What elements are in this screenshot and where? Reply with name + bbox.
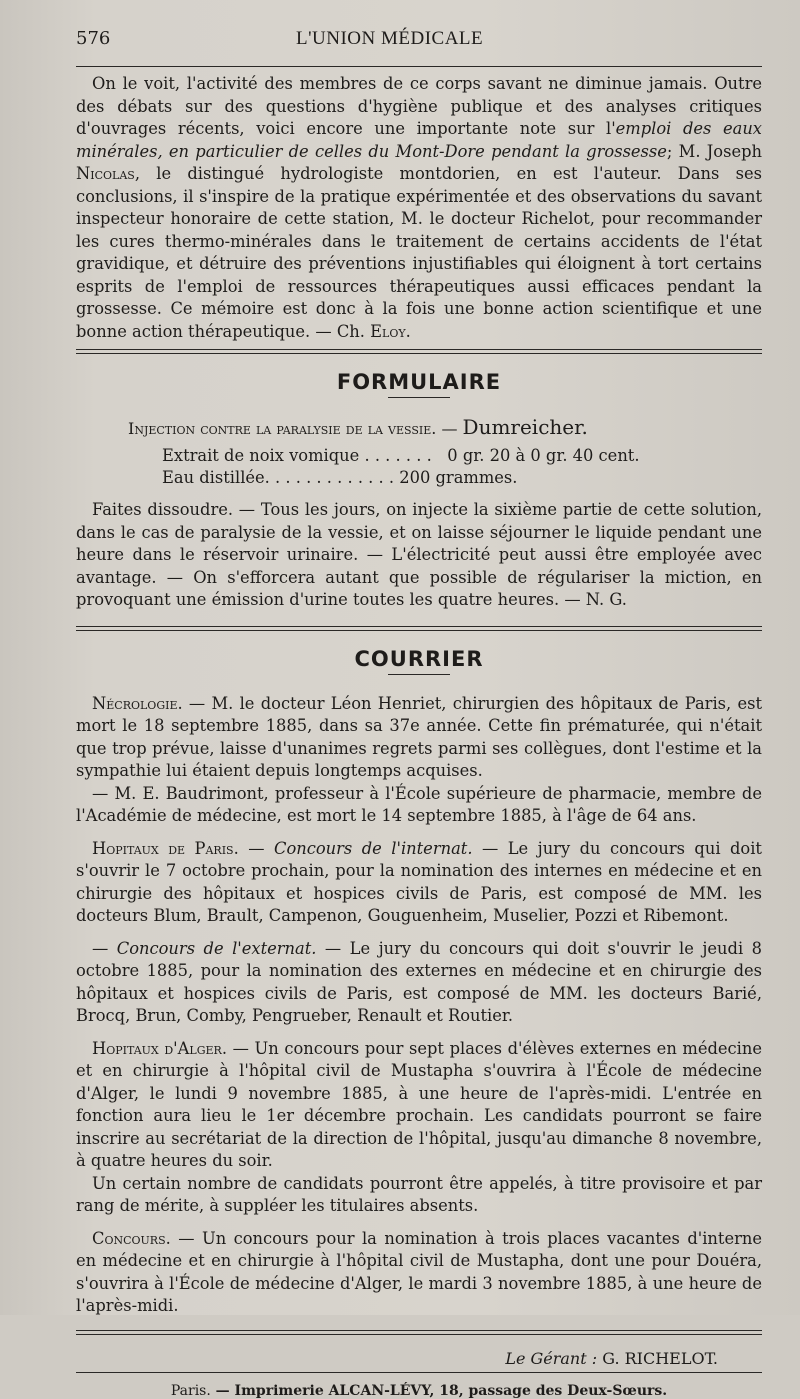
printer-text: — Imprimerie ALCAN-LÉVY, 18, passage des Deux-Sœurs. xyxy=(210,1382,668,1399)
printer-line xyxy=(76,1383,762,1399)
recipe-name: Injection contre la paralysie de la vessie. xyxy=(128,419,437,438)
alger-paragraph-2: Un certain nombre de candidats pourront être appelés, à titre provisoire et par rang de mérite, à suppléer les titulaires absents. xyxy=(76,1173,762,1215)
concours-label: Concours. xyxy=(92,1228,171,1248)
section-divider-formulaire xyxy=(76,349,762,354)
internat-text: — Le jury du concours qui doit s'ouvrir le 7 octobre prochain, pour la nomination des internes en médecine et en chirurgie des hôpitaux et hospices civils de Paris, est composé de MM. les docteurs Blum, Brault, Campenon, Gouguenheim, Muselier, Pozzi et Ribemont. xyxy=(76,838,762,925)
page-number: 576 xyxy=(76,28,111,49)
hopitaux-alger-label: Hopitaux d'Alger. xyxy=(92,1038,227,1058)
concours-text: — Un concours pour la nomination à trois places vacantes d'interne en médecine et en chirurgie à l'hôpital civil de Mustapha, dont une pour Douéra, s'ouvrira à l'École de médecine d'Alger, le mardi 3 novembre 1885, à une heure de l'après-midi. xyxy=(76,1228,762,1315)
intro-paragraph xyxy=(76,73,762,343)
gerant-name: G. RICHELOT. xyxy=(597,1348,718,1368)
ingredient-quantity: 200 grammes. xyxy=(394,468,518,487)
running-title: L'UNION MÉDICALE xyxy=(296,28,484,49)
externat-title: — Concours de l'externat. xyxy=(92,938,317,958)
printer-city: Paris. xyxy=(170,1382,211,1399)
section-divider-courrier xyxy=(76,626,762,631)
formulaire-heading-rule xyxy=(388,397,450,398)
formulaire-heading: FORMULAIRE xyxy=(336,370,502,394)
recipe-title xyxy=(128,415,762,439)
externat-paragraph xyxy=(76,938,762,1028)
intro-text-2: ; M. Joseph xyxy=(666,141,763,161)
intro-signature: Eloy xyxy=(370,321,406,341)
header-rule xyxy=(76,66,762,67)
externat-text: — Le jury du concours qui doit s'ouvrir le jeudi 8 octobre 1885, pour la nomination des externes en médecine et en chirurgie des hôpitaux et hospices civils de Paris, est composé de MM. les docteurs Barié, Brocq, Brun, Comby, Pengrueber, Renault et Routier. xyxy=(76,938,762,1025)
ingredient-row xyxy=(162,445,762,467)
recipe-dash: — xyxy=(436,419,463,438)
page-header xyxy=(76,28,762,62)
ingredient-row xyxy=(162,467,762,489)
baudrimont-paragraph: — M. E. Baudrimont, professeur à l'École supérieure de pharmacie, membre de l'Académie de médecine, est mort le 14 septembre 1885, à l'âge de 64 ans. xyxy=(76,783,762,825)
recipe-instructions: Faites dissoudre. — Tous les jours, on injecte la sixième partie de cette solution, dans le cas de paralysie de la vessie, et on laisse séjourner le liquide pendant une heure dans le réservoir urinaire. — L'électricité peut aussi être employée avec avantage. — On s'efforcera autant que possible de régulariser la miction, en provoquant une émission d'urine toutes les quatre heures. — N. G. xyxy=(76,500,762,609)
recipe-author: Dumreicher. xyxy=(462,415,588,439)
footer-divider xyxy=(76,1330,762,1335)
courrier-heading: COURRIER xyxy=(354,646,484,671)
intro-author: Nicolas xyxy=(76,164,135,183)
alger-text: — Un concours pour sept places d'élèves externes en médecine et en chirurgie à l'hôpital civil de Mustapha s'ouvrira à l'École de médecine d'Alger, le lundi 9 novembre 1885, à une heure de l'après-midi. L'entrée en fonction aura lieu le 1er décembre prochain. Les candidats pourront se faire inscrire au secrétariat de la direction de l'hôpital, jusqu'au dimanche 8 novembre, à quatre heures du soir. xyxy=(76,1038,762,1170)
intro-italic-title: emploi des eaux minérales, en particulier de celles du Mont-Dore pendant la grossesse xyxy=(76,119,762,161)
ingredient-name: Extrait de noix vomique . . . . . . . xyxy=(162,446,432,465)
courrier-heading-rule xyxy=(388,674,450,675)
necrologie-text: — M. le docteur Léon Henriet, chirurgien des hôpitaux de Paris, est mort le 18 septembre 1885, dans sa 37e année. Cette fin prématurée, qui n'était que trop prévue, laisse d'unanimes regrets parmi ses collègues, dont l'estime et la sympathie lui étaient depuis longtemps acquises. xyxy=(76,693,762,780)
gerant-label: Le Gérant : xyxy=(505,1348,598,1368)
intro-text-1: On le voit, l'activité des membres de ce corps savant ne diminue jamais. Outre des débats sur des questions d'hygiène publique et des analyses critiques d'ouvrages récents, voici encore une importante note sur l' xyxy=(76,74,762,138)
ingredient-quantity: 0 gr. 20 à 0 gr. 40 cent. xyxy=(431,446,640,465)
necrologie-label: Nécrologie. xyxy=(92,693,183,713)
internat-title: Concours de l'internat. xyxy=(273,838,473,858)
alger-paragraph xyxy=(76,1038,762,1173)
intro-end: . xyxy=(405,321,411,341)
necrologie-paragraph xyxy=(76,693,762,783)
concours-paragraph xyxy=(76,1228,762,1318)
ingredient-name: Eau distillée. . . . . . . . . . . . . xyxy=(162,468,395,487)
intro-text-3: , le distingué hydrologiste montdorien, en est l'auteur. Dans ses conclusions, il s'inspire de la pratique expérimentée et des observations du savant inspecteur honoraire de cette station, M. le docteur Richelot, pour recommander les cures thermo-minérales dans le traitement de certains accidents de l'état gravidique, et détruire des préventions injustifiables qui éloignent à tort certains esprits de l'emploi de ressources thérapeutiques aussi efficaces pendant la grossesse. Ce mémoire est donc à la fois une bonne action scientifique et une bonne action thérapeutique. — Ch. xyxy=(76,164,762,341)
gerant-signature xyxy=(76,1349,762,1368)
hopitaux-paris-label: Hopitaux de Paris. xyxy=(92,838,239,858)
internat-paragraph: Hopitaux de Paris. — Concours de l'internat. — Le jury du concours qui doit s'ouvrir le 7 octobre prochain, pour la nomination des internes en médecine et en chirurgie des hôpitaux et hospices civils de Paris, est composé de MM. les docteurs Blum, Brault, Campenon, Gouguenheim, Muselier, Pozzi et Ribemont. xyxy=(76,838,762,925)
printer-rule xyxy=(76,1372,762,1373)
